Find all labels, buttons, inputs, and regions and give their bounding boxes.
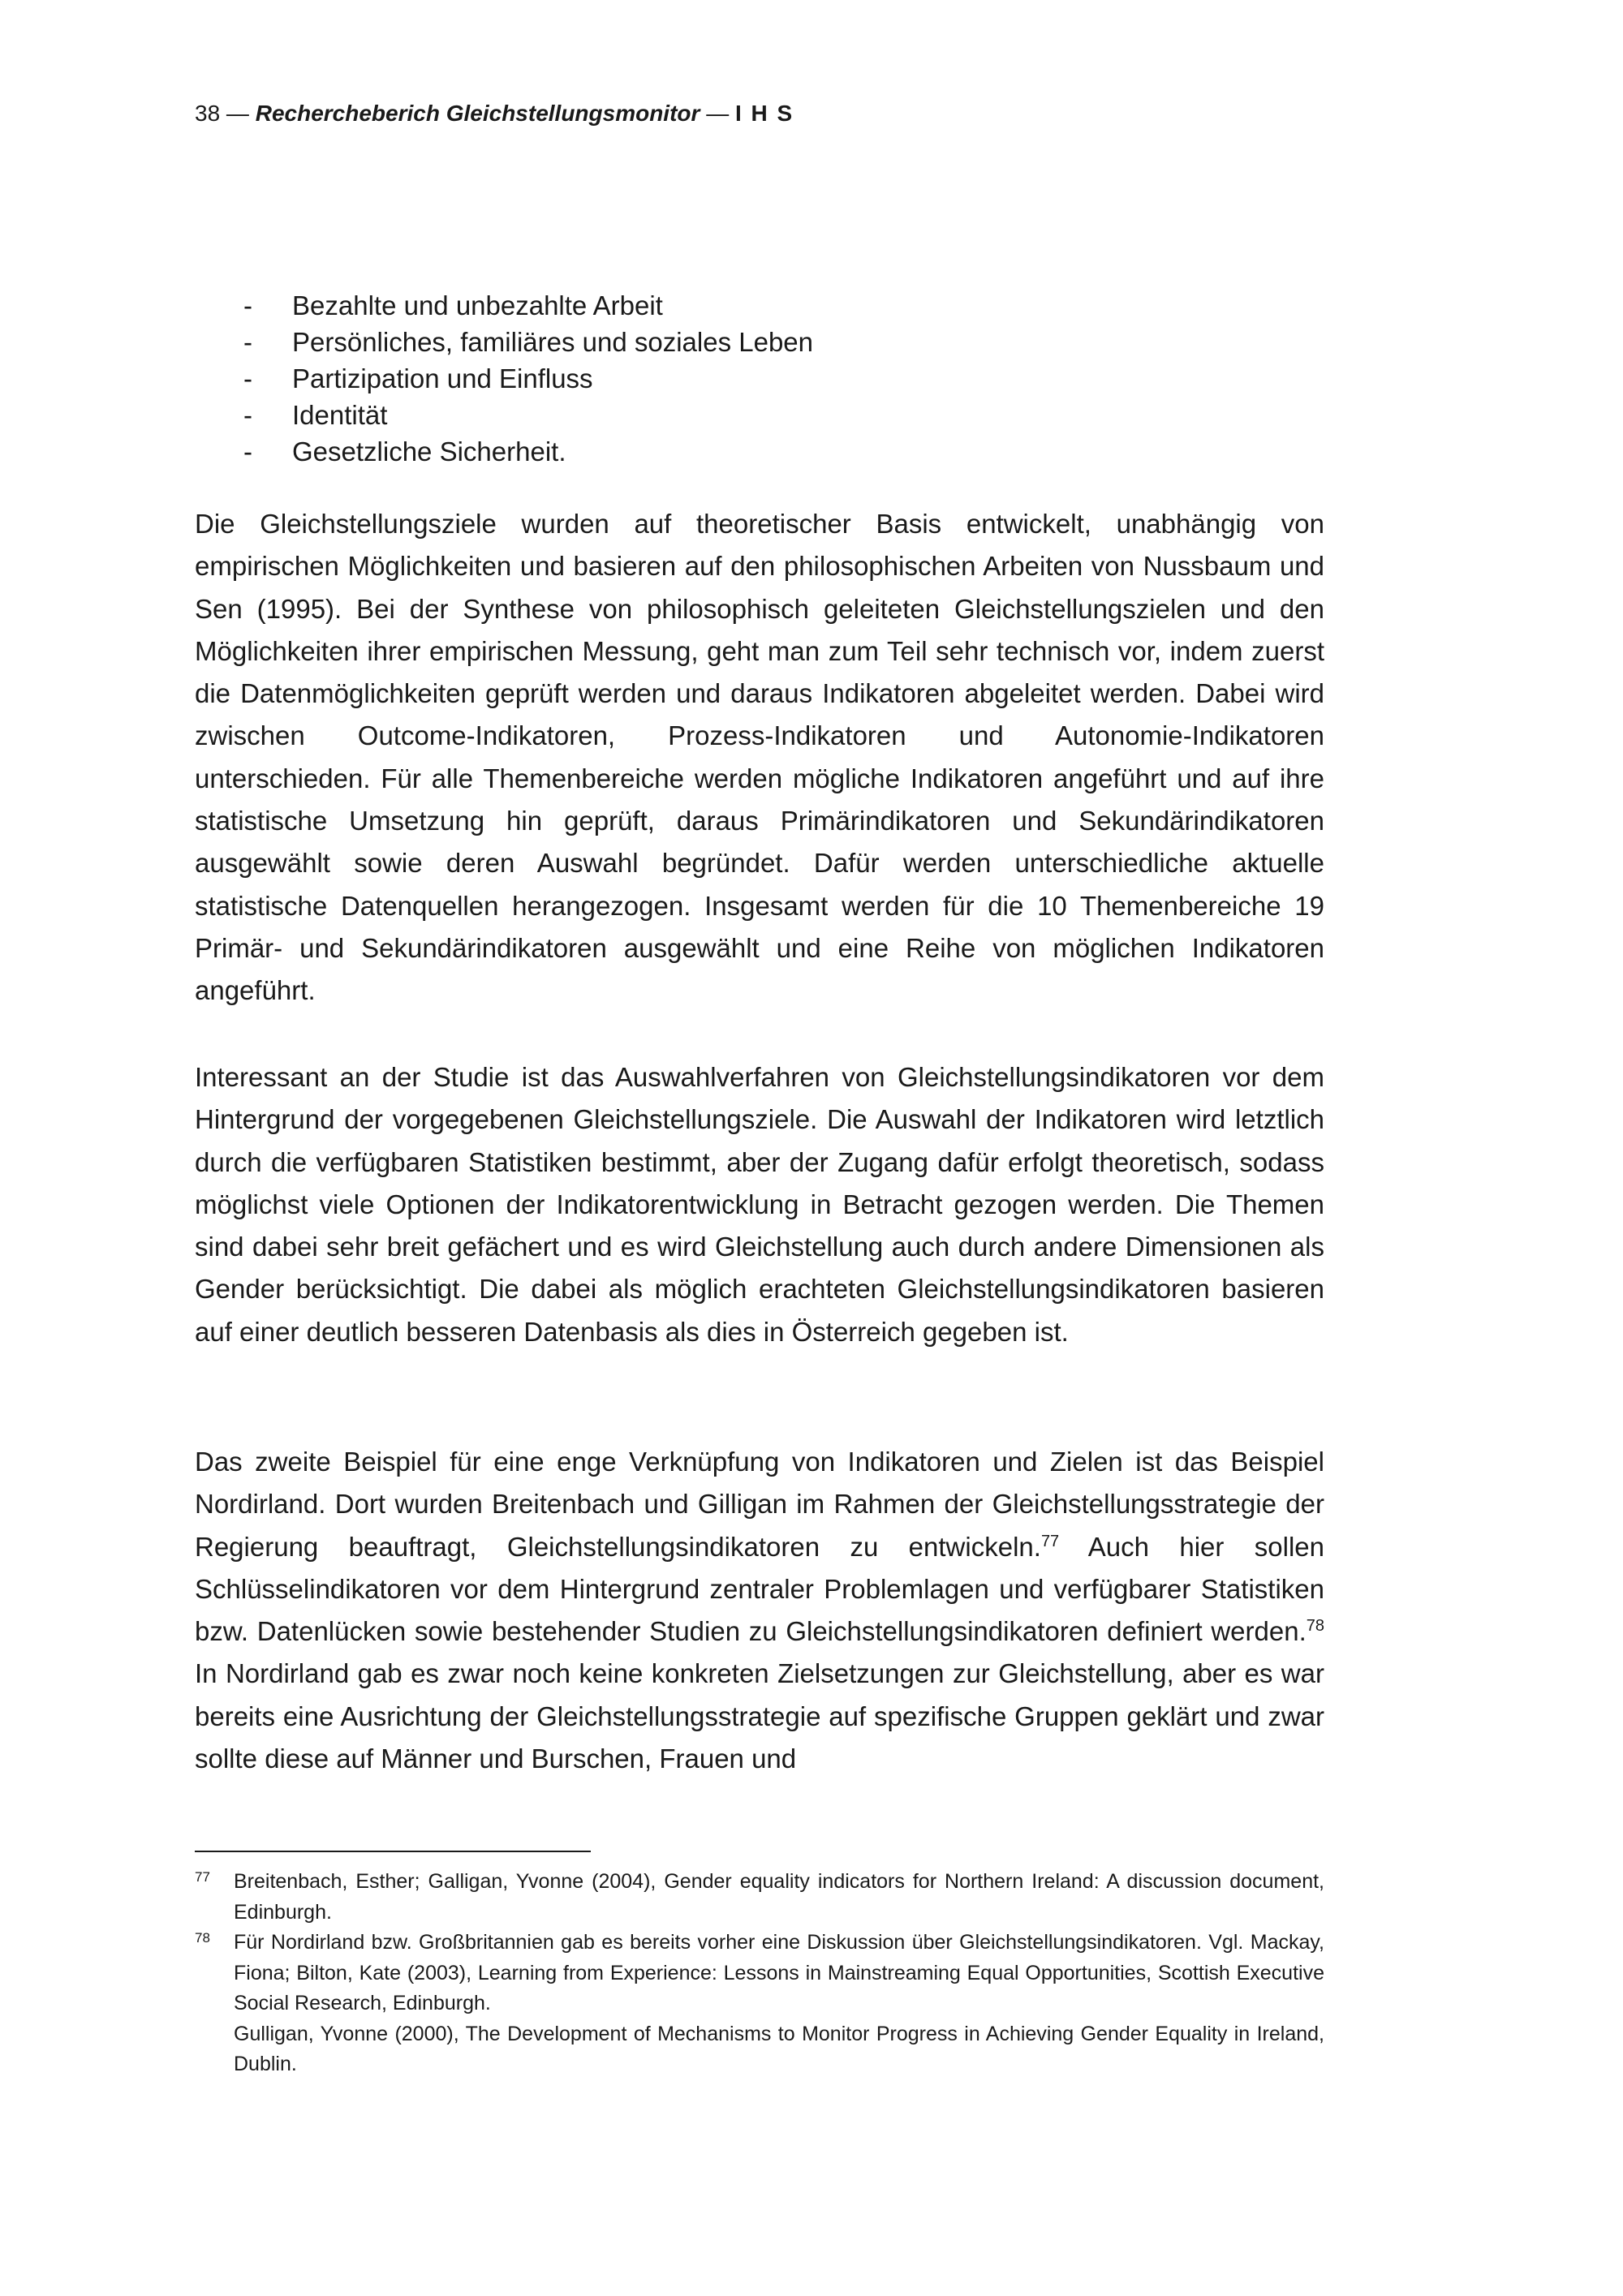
list-item: - Identität (243, 397, 813, 433)
bullet-dash: - (243, 436, 252, 467)
header-separator: — (700, 101, 735, 126)
footnote-text: Für Nordirland bzw. Großbritannien gab es bereits vorher eine Diskussion über Gleichstellungsindikatoren. Vgl. Mackay, Fiona; Bilton, Kate (2003), Learning from Experience: Lessons in Mainstreaming Equal Opportunities, Scottish Executive Social Research, Edinburgh. (234, 1931, 1324, 2014)
footnotes (195, 1867, 1324, 2080)
footnote (195, 1867, 1324, 1928)
bullet-dash: - (243, 363, 252, 393)
page-number: 38 (195, 101, 221, 126)
body-paragraph: Interessant an der Studie ist das Auswahlverfahren von Gleichstellungsindikatoren vor dem Hintergrund der vorgegebenen Gleichstellungsziele. Die Auswahl der Indikatoren wird letztlich durch die verfügbaren Statistiken bestimmt, aber der Zugang dafür erfolgt theoretisch, sodass möglichst viele Optionen der Indikatorentwicklung in Betracht gezogen werden. Die Themen sind dabei sehr breit gefächert und es wird Gleichstellung auch durch andere Dimensionen als Gender berücksichtigt. Die dabei als möglich erachteten Gleichstellungsindikatoren basieren auf einer deutlich besseren Datenbasis als dies in Österreich gegeben ist. (195, 1062, 1324, 1347)
list-item: - Bezahlte und unbezahlte Arbeit (243, 287, 813, 324)
body-paragraph: Das zweite Beispiel für eine enge Verknüpfung von Indikatoren und Zielen ist das Beispiel Nordirland. Dort wurden Breitenbach und Gilligan im Rahmen der Gleichstellungsstrategie der Regierung beauftragt, Gleichstellungsindikatoren zu entwickeln.$^{77}$ Auch hier sollen Schlüsselindikatoren vor dem Hintergrund zentraler Problemlagen und verfügbarer Statistiken bzw. Datenlücken sowie bestehender Studien zu Gleichstellungsindikatoren definiert werden.$^{78}$ In Nordirland gab es zwar noch keine konkreten Zielsetzungen zur Gleichstellung, aber es war bereits eine Ausrichtung der Gleichstellungsstrategie auf spezifische Gruppen geklärt und zwar sollte diese auf Männer und Burschen, Frauen und (195, 1447, 1325, 1774)
footnote-text: Gulligan, Yvonne (2000), The Development of Mechanisms to Monitor Progress in Achieving Gender Equality in Ireland, Dublin. (234, 2022, 1324, 2075)
list-item: - Partizipation und Einfluss (243, 360, 813, 397)
list-item: - Persönliches, familiäres und soziales Leben (243, 324, 813, 360)
institute-name: I H S (734, 101, 794, 126)
footnote-number: 77 (195, 1869, 210, 1885)
footnote-divider (195, 1851, 591, 1852)
document-title: Rechercheberich Gleichstellungsmonitor (255, 101, 700, 126)
footnote (195, 1928, 1324, 2080)
body-paragraph: Die Gleichstellungsziele wurden auf theoretischer Basis entwickelt, unabhängig von empirischen Möglichkeiten und basieren auf den philosophischen Arbeiten von Nussbaum und Sen (1995). Bei der Synthese von philosophisch geleiteten Gleichstellungszielen und den Möglichkeiten ihrer empirischen Messung, geht man zum Teil sehr technisch vor, indem zuerst die Datenmöglichkeiten geprüft werden und daraus Indikatoren abgeleitet werden. Dabei wird zwischen Outcome-Indikatoren, Prozess-Indikatoren und Autonomie-Indikatoren unterschieden. Für alle Themenbereiche werden mögliche Indikatoren angeführt und auf ihre statistische Umsetzung hin geprüft, daraus Primärindikatoren und Sekundärindikatoren ausgewählt sowie deren Auswahl begründet. Dafür werden unterschiedliche aktuelle statistische Datenquellen herangezogen. Insgesamt werden für die 10 Themenbereiche 19 Primär- und Sekundärindikatoren ausgewählt und eine Reihe von möglichen Indikatoren angeführt. (195, 509, 1324, 1006)
footnote-reference[interactable]: 78 (1306, 1617, 1324, 1636)
bullet-dash: - (243, 290, 252, 320)
topic-list (243, 287, 813, 470)
footnote-number: 78 (195, 1930, 210, 1946)
header-separator: — (220, 101, 256, 126)
list-item: - Gesetzliche Sicherheit. (243, 433, 813, 470)
page-header (195, 99, 794, 128)
footnote-reference[interactable]: 77 (1040, 1532, 1060, 1550)
bullet-dash: - (243, 400, 252, 430)
footnote-text: Breitenbach, Esther; Galligan, Yvonne (2004), Gender equality indicators for Northern Ireland: A discussion document, Edinburgh. (234, 1870, 1324, 1924)
bullet-dash: - (243, 327, 252, 357)
